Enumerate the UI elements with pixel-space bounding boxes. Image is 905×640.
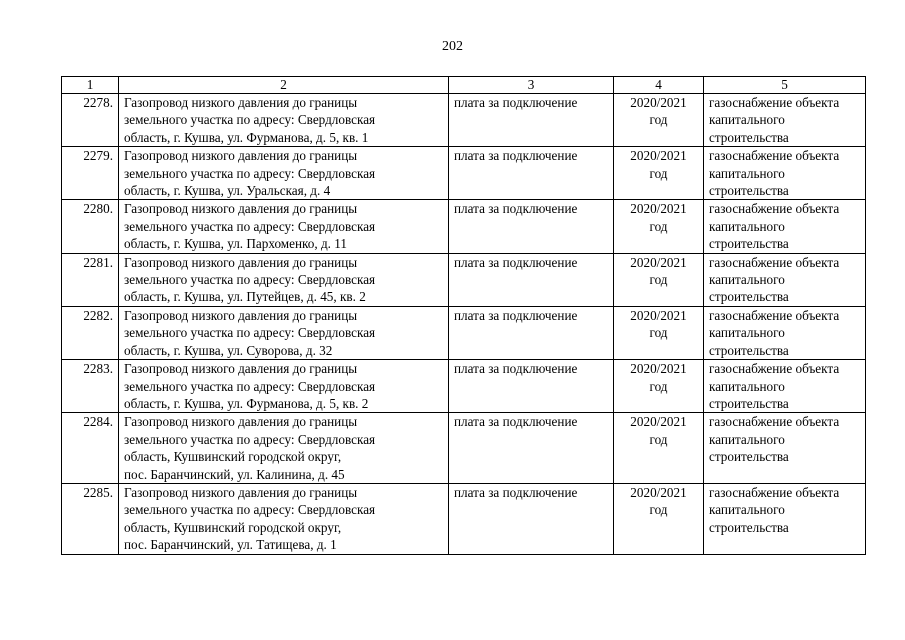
object-name-line: Газопровод низкого давления до границы xyxy=(124,484,358,500)
purpose-line: строительства xyxy=(709,449,789,465)
object-name-cell xyxy=(119,483,449,554)
header-cell-5: 5 xyxy=(704,77,866,94)
purpose-cell xyxy=(704,306,866,359)
object-name-line: земельного участка по адресу: Свердловская xyxy=(124,218,376,234)
header-cell-1: 1 xyxy=(62,77,119,94)
purpose-line: газоснабжение объекта xyxy=(709,414,840,430)
funding-source-cell: плата за подключение xyxy=(449,94,614,147)
object-name-line: область, Кушвинский городской округ, xyxy=(124,449,342,465)
funding-source-cell: плата за подключение xyxy=(449,253,614,306)
table-row xyxy=(62,306,866,359)
object-name-line: земельного участка по адресу: Свердловская xyxy=(124,272,376,288)
header-cell-2: 2 xyxy=(119,77,449,94)
object-name-line: земельного участка по адресу: Свердловская xyxy=(124,502,376,518)
row-number-cell: 2278. xyxy=(62,94,119,147)
row-number-cell: 2284. xyxy=(62,413,119,484)
object-name-line: земельного участка по адресу: Свердловская xyxy=(124,112,376,128)
purpose-line: строительства xyxy=(709,289,789,305)
object-name-line: область, г. Кушва, ул. Путейцев, д. 45, кв. 2 xyxy=(124,289,366,305)
row-number-cell: 2279. xyxy=(62,147,119,200)
year-cell xyxy=(614,413,704,484)
object-name-line: земельного участка по адресу: Свердловская xyxy=(124,165,376,181)
year-line: год xyxy=(649,325,668,341)
object-name-cell xyxy=(119,253,449,306)
purpose-line: газоснабжение объекта xyxy=(709,361,840,377)
purpose-cell xyxy=(704,147,866,200)
purpose-line: капитального xyxy=(709,502,785,518)
purpose-line: капитального xyxy=(709,431,785,447)
purpose-line: строительства xyxy=(709,236,789,252)
table-row xyxy=(62,483,866,554)
year-line: год xyxy=(649,272,668,288)
purpose-line: капитального xyxy=(709,218,785,234)
object-name-line: область, г. Кушва, ул. Суворова, д. 32 xyxy=(124,342,333,358)
object-name-line: земельного участка по адресу: Свердловская xyxy=(124,325,376,341)
funding-source-cell: плата за подключение xyxy=(449,200,614,253)
funding-source-cell: плата за подключение xyxy=(449,483,614,554)
object-name-cell xyxy=(119,413,449,484)
year-cell xyxy=(614,94,704,147)
object-name-line: область, г. Кушва, ул. Фурманова, д. 5, кв. 2 xyxy=(124,395,369,411)
purpose-line: газоснабжение объекта xyxy=(709,201,840,217)
purpose-line: газоснабжение объекта xyxy=(709,95,840,110)
object-name-line: область, г. Кушва, ул. Пархоменко, д. 11 xyxy=(124,236,347,252)
object-name-cell xyxy=(119,94,449,147)
object-name-line: Газопровод низкого давления до границы xyxy=(124,254,358,270)
object-name-cell xyxy=(119,306,449,359)
year-cell xyxy=(614,200,704,253)
funding-source-cell: плата за подключение xyxy=(449,306,614,359)
purpose-cell xyxy=(704,253,866,306)
row-number-cell: 2282. xyxy=(62,306,119,359)
header-cell-4: 4 xyxy=(614,77,704,94)
object-name-line: область, г. Кушва, ул. Уральская, д. 4 xyxy=(124,183,331,199)
purpose-line: строительства xyxy=(709,342,789,358)
investment-table xyxy=(61,76,866,555)
page-number: 202 xyxy=(442,39,463,54)
purpose-line: капитального xyxy=(709,325,785,341)
object-name-line: Газопровод низкого давления до границы xyxy=(124,307,358,323)
funding-source-cell: плата за подключение xyxy=(449,413,614,484)
row-number-cell: 2285. xyxy=(62,483,119,554)
year-cell xyxy=(614,306,704,359)
purpose-line: капитального xyxy=(709,112,785,128)
object-name-line: Газопровод низкого давления до границы xyxy=(124,95,358,110)
year-line: 2020/2021 xyxy=(630,361,687,377)
object-name-line: Газопровод низкого давления до границы xyxy=(124,201,358,217)
purpose-cell xyxy=(704,200,866,253)
year-line: 2020/2021 xyxy=(630,414,687,430)
funding-source-cell: плата за подключение xyxy=(449,147,614,200)
year-cell xyxy=(614,147,704,200)
table-row xyxy=(62,360,866,413)
object-name-line: Газопровод низкого давления до границы xyxy=(124,148,358,164)
object-name-cell xyxy=(119,147,449,200)
row-number-cell: 2280. xyxy=(62,200,119,253)
object-name-line: Газопровод низкого давления до границы xyxy=(124,361,358,377)
year-cell xyxy=(614,483,704,554)
purpose-cell xyxy=(704,94,866,147)
table-row xyxy=(62,253,866,306)
object-name-line: земельного участка по адресу: Свердловская xyxy=(124,431,376,447)
purpose-line: капитального xyxy=(709,378,785,394)
object-name-line: пос. Баранчинский, ул. Татищева, д. 1 xyxy=(124,537,337,553)
year-line: 2020/2021 xyxy=(630,148,687,164)
purpose-cell xyxy=(704,483,866,554)
purpose-line: строительства xyxy=(709,129,789,145)
object-name-line: область, Кушвинский городской округ, xyxy=(124,519,342,535)
purpose-line: газоснабжение объекта xyxy=(709,148,840,164)
purpose-line: капитального xyxy=(709,165,785,181)
year-line: год xyxy=(649,218,668,234)
purpose-line: газоснабжение объекта xyxy=(709,484,840,500)
table-row xyxy=(62,94,866,147)
year-line: 2020/2021 xyxy=(630,95,687,110)
table-row xyxy=(62,147,866,200)
table-row xyxy=(62,413,866,484)
row-number-cell: 2283. xyxy=(62,360,119,413)
year-line: год xyxy=(649,431,668,447)
object-name-line: земельного участка по адресу: Свердловская xyxy=(124,378,376,394)
year-line: год xyxy=(649,502,668,518)
year-cell xyxy=(614,253,704,306)
purpose-line: строительства xyxy=(709,183,789,199)
purpose-line: строительства xyxy=(709,395,789,411)
funding-source-cell: плата за подключение xyxy=(449,360,614,413)
year-line: год xyxy=(649,378,668,394)
purpose-cell xyxy=(704,413,866,484)
year-line: 2020/2021 xyxy=(630,307,687,323)
object-name-line: пос. Баранчинский, ул. Калинина, д. 45 xyxy=(124,466,345,482)
object-name-line: область, г. Кушва, ул. Фурманова, д. 5, кв. 1 xyxy=(124,129,369,145)
object-name-line: Газопровод низкого давления до границы xyxy=(124,414,358,430)
header-cell-3: 3 xyxy=(449,77,614,94)
year-line: 2020/2021 xyxy=(630,201,687,217)
purpose-line: строительства xyxy=(709,519,789,535)
year-cell xyxy=(614,360,704,413)
purpose-line: газоснабжение объекта xyxy=(709,307,840,323)
purpose-line: капитального xyxy=(709,272,785,288)
table-row xyxy=(62,200,866,253)
row-number-cell: 2281. xyxy=(62,253,119,306)
year-line: 2020/2021 xyxy=(630,254,687,270)
object-name-cell xyxy=(119,360,449,413)
object-name-cell xyxy=(119,200,449,253)
purpose-line: газоснабжение объекта xyxy=(709,254,840,270)
year-line: 2020/2021 xyxy=(630,484,687,500)
header-row xyxy=(62,77,866,94)
year-line: год xyxy=(649,112,668,128)
year-line: год xyxy=(649,165,668,181)
purpose-cell xyxy=(704,360,866,413)
